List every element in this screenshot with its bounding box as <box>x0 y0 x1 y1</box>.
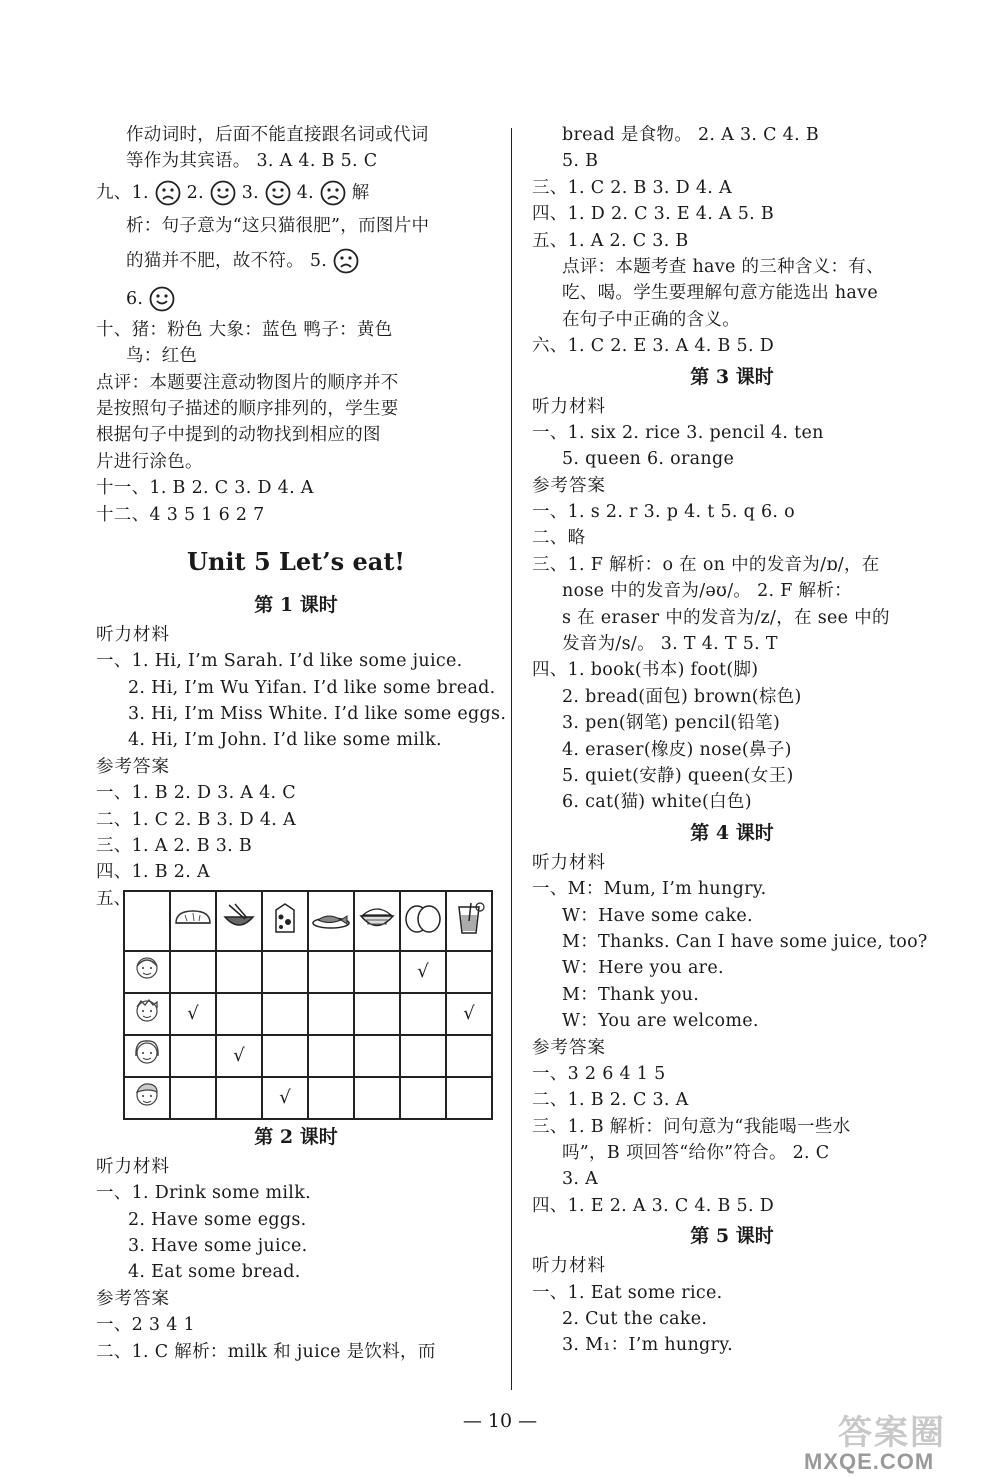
text-line: 二、1. B 2. C 3. A <box>532 1090 689 1111</box>
text-line: 四、1. B 2. A <box>96 862 210 883</box>
sad-face-icon <box>155 180 181 206</box>
lesson-heading: 第 2 课时 <box>254 1125 338 1148</box>
text-line: 2. Have some eggs. <box>128 1209 307 1230</box>
text-line: 3. Have some juice. <box>128 1235 308 1256</box>
text-line: 等作为其宾语。 3. A 4. B 5. C <box>126 151 378 172</box>
section-heading: 听力材料 <box>96 1156 170 1177</box>
text-line: 吃、喝。学生要理解句意方能选出 have <box>562 283 879 304</box>
text-line: 一、1. Hi, I’m Sarah. I’d like some juice. <box>96 651 463 672</box>
text-line: 是按照句子描述的顺序排列的，学生要 <box>96 398 399 419</box>
section-five-label: 五、 <box>96 888 131 909</box>
section-heading: 参考答案 <box>96 756 170 777</box>
text-line: s 在 eraser 中的发音为/z/，在 see 中的 <box>562 607 890 628</box>
text-line: 析：句子意为“这只猫很肥”，而图片中 <box>126 215 430 236</box>
lesson-heading: 第 4 课时 <box>690 821 774 844</box>
milk-carton-icon <box>265 901 305 935</box>
watermark-title: 答案圈 <box>838 1413 946 1453</box>
text-line: 5. quiet(安静) queen(女王) <box>562 765 794 786</box>
text-line: 一、3 2 6 4 1 5 <box>532 1063 666 1084</box>
text-line: 作动词时，后面不能直接跟名词或代词 <box>126 125 429 145</box>
checkmark: √ <box>417 961 429 983</box>
sad-face-icon <box>333 248 359 274</box>
page-number: — 10 — <box>462 1410 538 1432</box>
section-heading: 听力材料 <box>532 1256 606 1277</box>
happy-face-icon <box>149 286 175 312</box>
text-line: 2. Hi, I’m Wu Yifan. I’d like some bread. <box>128 677 496 698</box>
bread-icon <box>173 901 213 935</box>
checkmark: √ <box>279 1087 291 1109</box>
text-line: 四、1. book(书本) foot(脚) <box>532 660 759 681</box>
text-line: 4. Eat some bread. <box>128 1262 301 1283</box>
text-line: 3. M₁：I’m hungry. <box>562 1335 733 1356</box>
text-line: 3. A <box>562 1169 599 1190</box>
section-nine-line: 九、1. 2. 3. 4. 解 <box>96 175 496 211</box>
sad-face-icon <box>320 180 346 206</box>
text-line: 一、M：Mum, I’m hungry. <box>532 879 767 900</box>
text-line: 五、1. A 2. C 3. B <box>532 230 689 251</box>
watermark-logo <box>790 1405 990 1477</box>
text-line: 点评：本题要注意动物图片的顺序并不 <box>96 372 399 393</box>
lesson-heading: 第 3 课时 <box>690 365 774 388</box>
section-nine-label: 九、1. <box>96 182 155 203</box>
text-line: W：You are welcome. <box>562 1011 759 1032</box>
text-line: 吗”，B 项回答“给你”符合。 2. C <box>562 1143 830 1164</box>
text-line: W：Have some cake. <box>562 905 753 926</box>
text-line: 一、1. B 2. D 3. A 4. C <box>96 783 296 804</box>
text-line: 四、1. D 2. C 3. E 4. A 5. B <box>532 204 775 225</box>
text-line: 二、1. C 解析：milk 和 juice 是饮料，而 <box>96 1341 436 1362</box>
watermark-url: MXQE.COM <box>804 1449 935 1474</box>
column-divider <box>511 128 512 1390</box>
answer-grid-section <box>96 886 496 1120</box>
text-line: 4. Hi, I’m John. I’d like some milk. <box>128 730 442 751</box>
text-line: 发音为/s/。 3. T 4. T 5. T <box>562 634 778 655</box>
child-sarah-icon <box>129 952 165 986</box>
unit-title: Unit 5 Let’s eat! <box>187 546 405 576</box>
right-column <box>532 122 932 1359</box>
text-line: 5. B <box>562 151 599 172</box>
juice-glass-icon <box>449 901 489 935</box>
lesson-heading: 第 5 课时 <box>690 1225 774 1248</box>
text-line: 三、1. F 解析：o 在 on 中的发音为/ɒ/，在 <box>532 554 880 575</box>
text-line: 鸟：红色 <box>126 346 198 367</box>
text-line: 的猫并不肥，故不符。 5. <box>96 241 496 281</box>
text-line: 一、1. Eat some rice. <box>532 1282 723 1303</box>
text-line: 十一、1. B 2. C 3. D 4. A <box>96 478 314 499</box>
rice-bowl-icon <box>357 901 397 935</box>
text-line: 六、1. C 2. E 3. A 4. B 5. D <box>532 336 775 357</box>
fish-dish-icon <box>311 901 351 935</box>
text-line: 二、1. C 2. B 3. D 4. A <box>96 809 296 830</box>
text-line: 3. Hi, I’m Miss White. I’d like some eggs. <box>128 704 507 725</box>
section-heading: 参考答案 <box>96 1288 170 1309</box>
text-line: 片进行涂色。 <box>96 451 203 472</box>
section-heading: 听力材料 <box>96 624 170 645</box>
text-line: 一、1. s 2. r 3. p 4. t 5. q 6. o <box>532 502 795 523</box>
text-line: 6. cat(猫) white(白色) <box>562 792 752 813</box>
text-line: 根据句子中提到的动物找到相应的图 <box>96 425 381 446</box>
grid-corner-cell <box>124 891 170 951</box>
text-line: M：Thanks. Can I have some juice, too? <box>562 931 928 952</box>
food-preference-grid <box>123 890 493 1120</box>
text-line: W：Here you are. <box>562 958 724 979</box>
section-heading: 参考答案 <box>532 475 606 496</box>
text-line: 点评：本题考查 have 的三种含义：有、 <box>562 256 884 277</box>
text-line: 三、1. C 2. B 3. D 4. A <box>532 177 732 198</box>
text-line: 一、1. six 2. rice 3. pencil 4. ten <box>532 422 824 443</box>
text-line: 6. <box>96 281 496 317</box>
text-line: 5. queen 6. orange <box>562 449 735 470</box>
text-line: 十二、4 3 5 1 6 2 7 <box>96 504 265 525</box>
text-line: 四、1. E 2. A 3. C 4. B 5. D <box>532 1195 775 1216</box>
lesson-heading: 第 1 课时 <box>254 593 338 616</box>
happy-face-icon <box>265 180 291 206</box>
text-line: 2. bread(面包) brown(棕色) <box>562 686 802 707</box>
checkmark: √ <box>187 1003 199 1025</box>
text-line: 2. Cut the cake. <box>562 1309 708 1330</box>
left-column <box>96 122 507 1365</box>
child-john-icon <box>129 1078 165 1112</box>
text-line: M：Thank you. <box>562 984 700 1005</box>
text-line: 4. eraser(橡皮) nose(鼻子) <box>562 739 792 760</box>
text-line: 一、1. Drink some milk. <box>96 1183 311 1204</box>
section-heading: 参考答案 <box>532 1037 606 1058</box>
happy-face-icon <box>210 180 236 206</box>
eggs-icon <box>403 901 443 935</box>
checkmark: √ <box>233 1045 245 1067</box>
section-heading: 听力材料 <box>532 852 606 873</box>
text-line: 二、略 <box>532 528 586 549</box>
text-line: nose 中的发音为/əʊ/。 2. F 解析： <box>562 581 852 602</box>
text-line: 3. pen(钢笔) pencil(铅笔) <box>562 713 781 734</box>
child-wu-yifan-icon <box>129 994 165 1028</box>
text-line: 一、2 3 4 1 <box>96 1315 195 1336</box>
child-miss-white-icon <box>129 1036 165 1070</box>
text-line: 三、1. A 2. B 3. B <box>96 836 253 857</box>
text-line: 在句子中正确的含义。 <box>562 309 740 330</box>
checkmark: √ <box>463 1003 475 1025</box>
text-line: 十、猪：粉色 大象：蓝色 鸭子：黄色 <box>96 319 393 340</box>
noodles-icon <box>219 901 259 935</box>
section-heading: 听力材料 <box>532 396 606 417</box>
text-line: 三、1. B 解析：问句意为“我能喝一些水 <box>532 1116 851 1137</box>
text-line: bread 是食物。 2. A 3. C 4. B <box>562 125 819 145</box>
